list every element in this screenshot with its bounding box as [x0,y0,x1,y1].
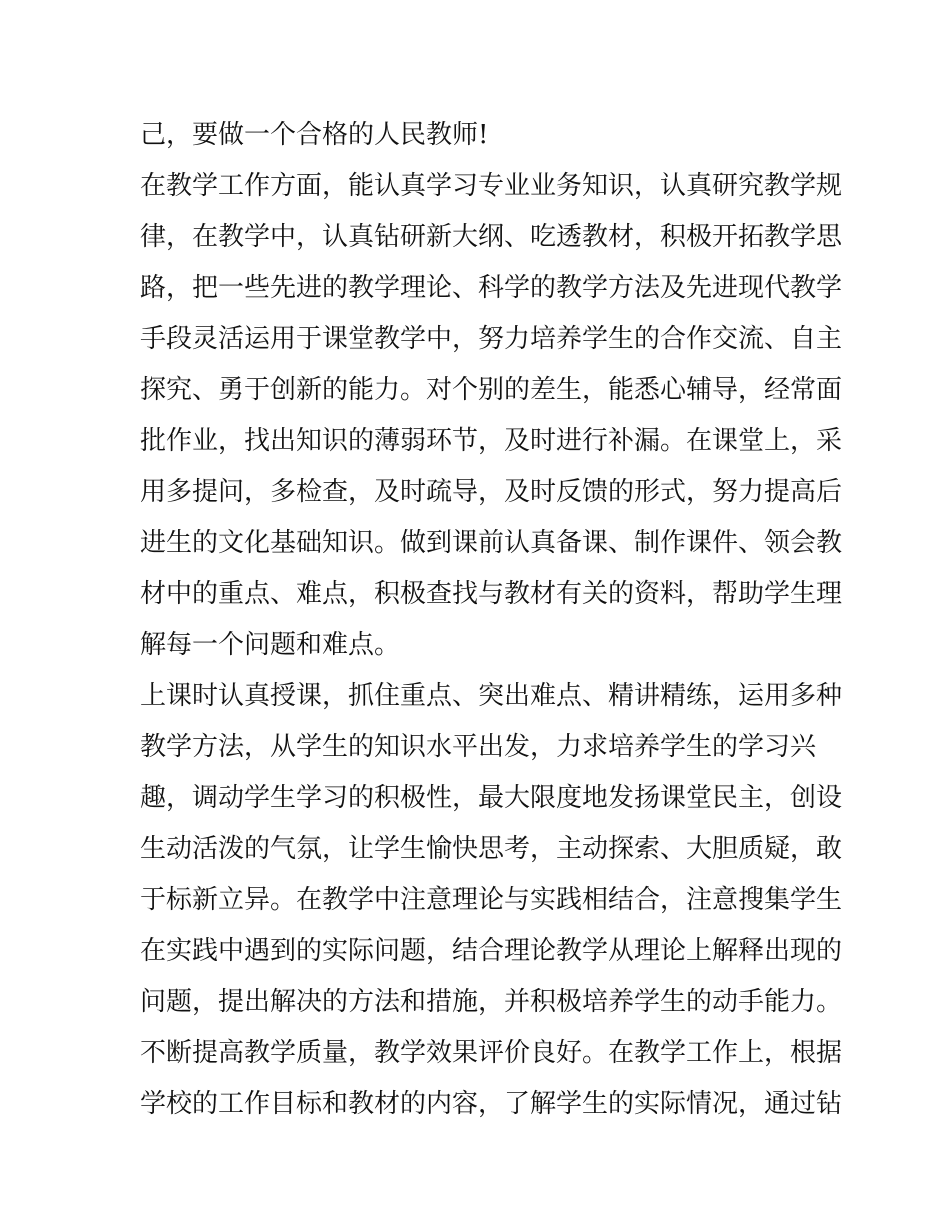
text-line: 律，在教学中，认真钻研新大纲、吃透教材，积极开拓教学思 [140,222,843,252]
text-line: 用多提问，多检查，及时疏导，及时反馈的形式，努力提高后 [140,477,843,507]
text-line: 趣，调动学生学习的积极性，最大限度地发扬课堂民主，创设 [140,783,843,813]
text-line: 解每一个问题和难点。 [140,630,401,660]
text-line: 教学方法，从学生的知识水平出发，力求培养学生的学习兴 [140,732,817,762]
text-line: 探究、勇于创新的能力。对个别的差生，能悉心辅导，经常面 [140,375,843,405]
text-line: 手段灵活运用于课堂教学中，努力培养学生的合作交流、自主 [140,324,843,354]
text-line: 于标新立异。在教学中注意理论与实践相结合，注意搜集学生 [140,885,843,915]
text-line: 己，要做一个合格的人民教师! [140,120,489,150]
text-line: 在教学工作方面，能认真学习专业业务知识，认真研究教学规 [140,171,843,201]
text-line: 生动活泼的气氛，让学生愉快思考，主动探索、大胆质疑，敢 [140,834,843,864]
text-line: 批作业，找出知识的薄弱环节，及时进行补漏。在课堂上，采 [140,426,843,456]
text-line: 不断提高教学质量，教学效果评价良好。在教学工作上，根据 [140,1038,843,1068]
text-line: 问题，提出解决的方法和措施，并积极培养学生的动手能力。 [140,987,843,1017]
text-line: 材中的重点、难点，积极查找与教材有关的资料，帮助学生理 [140,579,843,609]
text-line: 进生的文化基础知识。做到课前认真备课、制作课件、领会教 [140,528,843,558]
text-line: 学校的工作目标和教材的内容，了解学生的实际情况，通过钻 [140,1089,843,1119]
text-line: 上课时认真授课，抓住重点、突出难点、精讲精练，运用多种 [140,681,843,711]
text-line: 路，把一些先进的教学理论、科学的教学方法及先进现代教学 [140,273,843,303]
text-line: 在实践中遇到的实际问题，结合理论教学从理论上解释出现的 [140,936,843,966]
document-body [140,110,843,1130]
